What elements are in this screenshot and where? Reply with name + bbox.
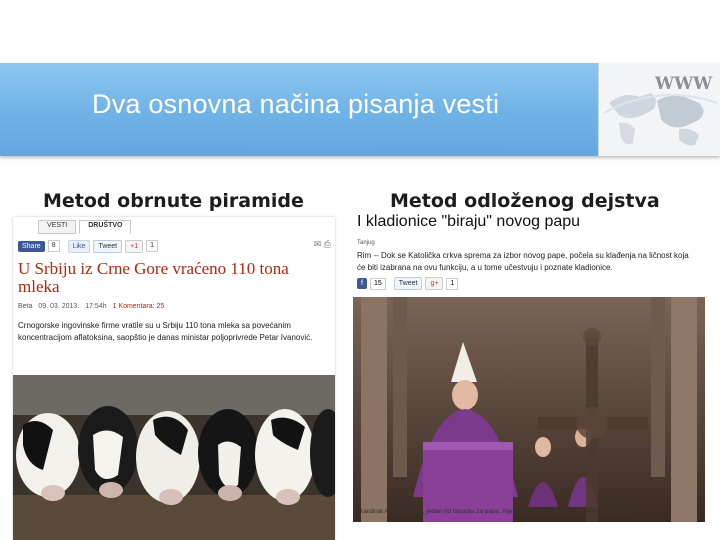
article-headline[interactable]: U Srbiju iz Crne Gore vraćeno 110 tona mleka bbox=[18, 259, 289, 296]
tab-drustvo[interactable]: DRUŠTVO bbox=[79, 220, 131, 234]
tweet-button[interactable]: Tweet bbox=[394, 277, 423, 290]
cardinal-photo bbox=[353, 297, 705, 522]
delayed-lead-article-screenshot bbox=[353, 213, 705, 540]
article-lead: Rim -- Dok se Katolička crkva sprema za izbor novog pape, počela su klađenja na ličnost koja će biti izabrana na ovu funkciju, a u tome učestvuju i poznate kladionice. bbox=[357, 251, 689, 272]
left-column-heading: Metod obrnute piramide bbox=[43, 190, 304, 212]
inverted-pyramid-article-screenshot bbox=[13, 217, 335, 540]
article-headline[interactable]: I kladionice "biraju" novog papu bbox=[357, 213, 581, 230]
www-globe-art bbox=[598, 63, 720, 156]
photo-caption: Kardinal Anđelo Skola, jedan od favorita za papu. Njegovo ime je veoma pominjano (Foto: AFP) bbox=[359, 508, 634, 515]
www-text: WWW bbox=[655, 74, 713, 94]
facebook-like-button[interactable]: Like bbox=[68, 240, 91, 253]
google-plus-button[interactable]: g+ bbox=[425, 277, 443, 290]
article-meta bbox=[18, 303, 168, 310]
article-time: 17:54h bbox=[85, 303, 107, 310]
facebook-share-button[interactable]: Share bbox=[18, 241, 45, 252]
article-date: 09. 03. 2013. bbox=[38, 303, 80, 310]
google-plus-button[interactable]: +1 bbox=[125, 240, 143, 253]
facebook-share-button[interactable]: f bbox=[357, 278, 367, 289]
share-bar bbox=[357, 277, 466, 290]
facebook-share-count: 15 bbox=[370, 278, 386, 290]
right-column-heading: Metod odloženog dejstva bbox=[390, 190, 660, 212]
cows-photo bbox=[13, 375, 335, 540]
article-comments-link[interactable]: 1 Komentara: 25 bbox=[112, 303, 165, 310]
facebook-share-count: 8 bbox=[48, 240, 60, 252]
title-banner bbox=[0, 63, 720, 156]
google-plus-count: 1 bbox=[146, 240, 158, 252]
print-email-icons[interactable]: ✉ ⎙ bbox=[313, 239, 331, 249]
google-plus-count: 1 bbox=[446, 278, 458, 290]
article-tabs bbox=[38, 220, 134, 234]
article-lead: Crnogorske ingovinske firme vratile su u Srbiju 110 tona mleka sa povećanim koncentracijom aflatoksina, saopštio je danas ministar poljoprivrede Petar Ivanović. bbox=[18, 321, 313, 342]
article-meta: Tanjug bbox=[357, 240, 375, 246]
tweet-button[interactable]: Tweet bbox=[93, 240, 122, 253]
share-bar bbox=[18, 239, 166, 253]
slide-title: Dva osnovna načina pisanja vesti bbox=[92, 89, 500, 119]
article-source: Beta bbox=[18, 303, 33, 310]
tab-vesti[interactable]: VESTI bbox=[38, 220, 76, 234]
